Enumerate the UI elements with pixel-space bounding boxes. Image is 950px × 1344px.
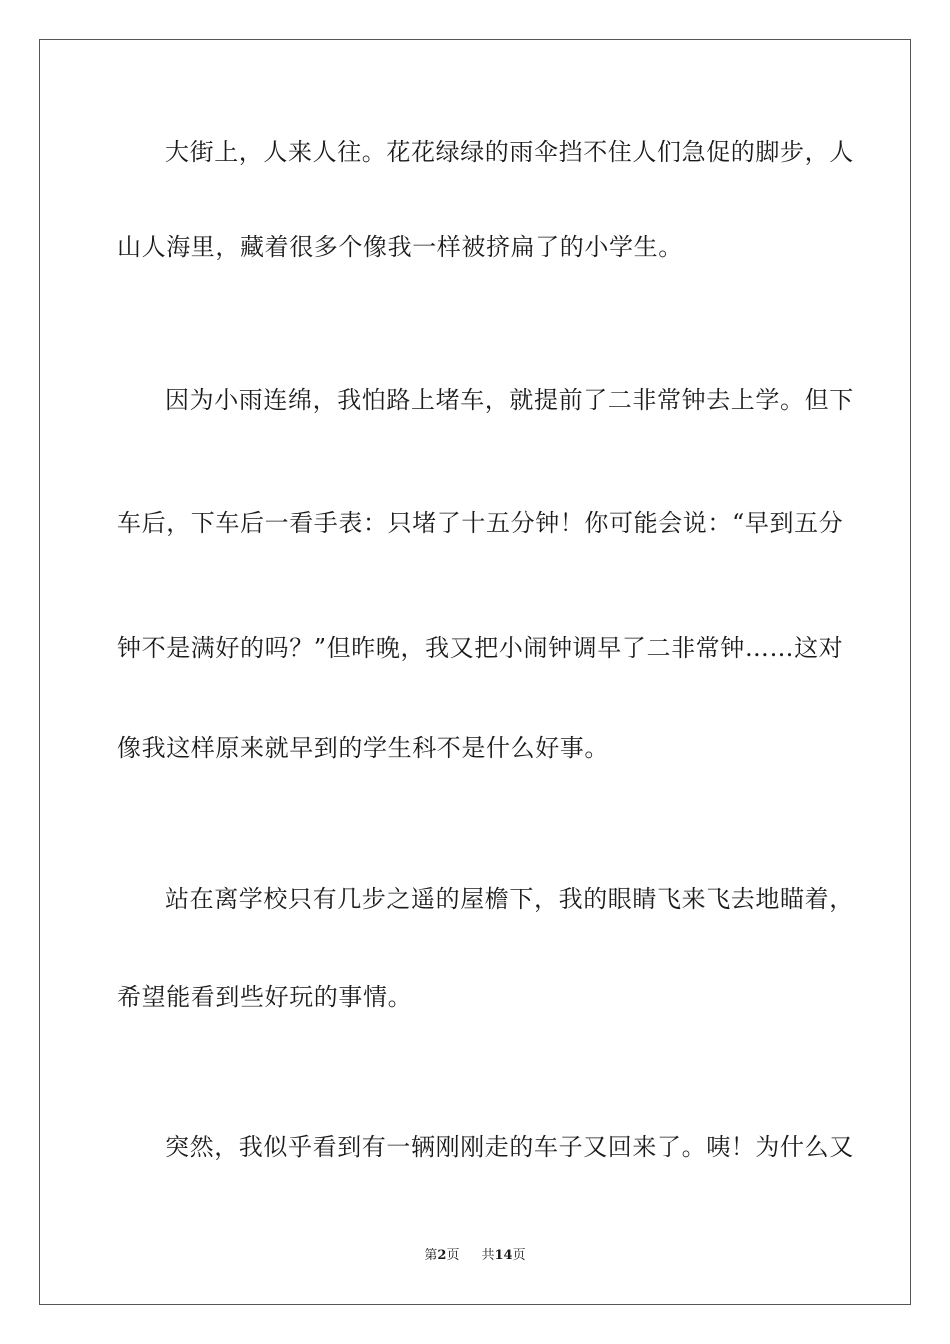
paragraph-3-line-1: 站在离学校只有几步之遥的屋檐下，我的眼睛飞来飞去地瞄着， [165, 885, 854, 913]
paragraph-3-line-2: 希望能看到些好玩的事情。 [117, 983, 413, 1011]
footer-page-suffix: 页 [446, 1248, 460, 1263]
paragraph-2-line-3: 钟不是满好的吗？”但昨晚，我又把小闹钟调早了二非常钟……这对 [117, 634, 844, 662]
paragraph-2-line-2: 车后，下车后一看手表：只堵了十五分钟！你可能会说：“早到五分 [117, 509, 844, 537]
footer-page-prefix: 第 [424, 1248, 438, 1263]
page-border [39, 39, 911, 1305]
paragraph-1-line-1: 大街上，人来人往。花花绿绿的雨伞挡不住人们急促的脚步，人 [165, 138, 854, 166]
page-footer [0, 1248, 950, 1264]
footer-total-pages: 14 [494, 1248, 513, 1263]
paragraph-2-line-4: 像我这样原来就早到的学生科不是什么好事。 [117, 734, 609, 762]
footer-total-suffix: 页 [512, 1248, 526, 1263]
footer-total-prefix: 共 [481, 1248, 495, 1263]
paragraph-2-line-1: 因为小雨连绵，我怕路上堵车，就提前了二非常钟去上学。但下 [165, 386, 854, 414]
paragraph-1-line-2: 山人海里，藏着很多个像我一样被挤扁了的小学生。 [117, 233, 683, 261]
paragraph-4-line-1: 突然，我似乎看到有一辆刚刚走的车子又回来了。咦！为什么又 [165, 1133, 854, 1161]
footer-page-number: 2 [437, 1248, 447, 1263]
